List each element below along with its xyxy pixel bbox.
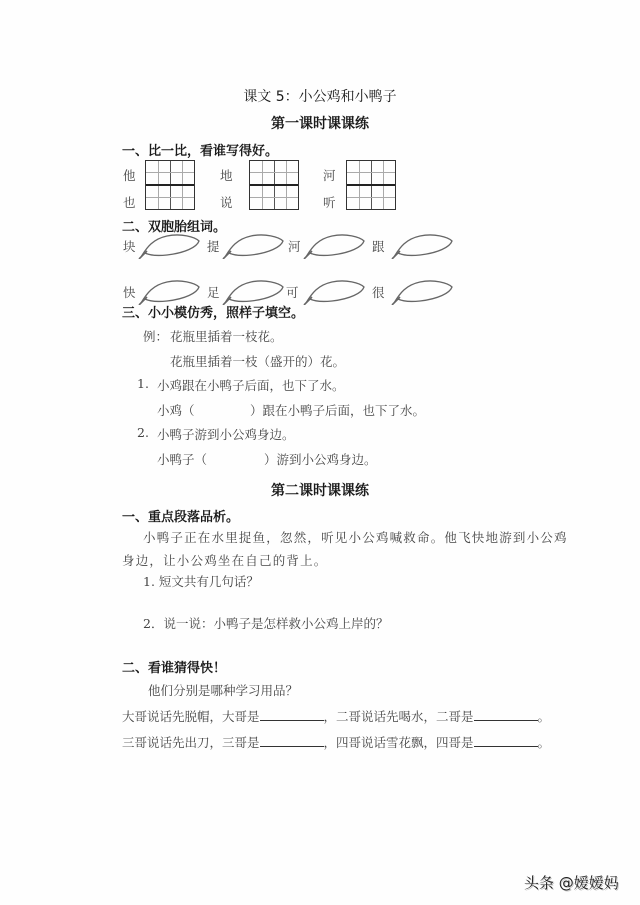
riddle-3-text: 三哥说话先出刀，三哥是	[122, 735, 260, 750]
fill-prefix: 小鸡（	[157, 403, 195, 418]
riddle-1-text: 大哥说话先脱帽，大哥是	[122, 709, 260, 724]
writing-grid[interactable]	[346, 160, 396, 210]
lesson1-q3-label: 三、小小模仿秀，照样子填空。	[122, 306, 305, 321]
lesson2-heading: 第二课时课课练	[271, 483, 369, 499]
riddle-line-2	[122, 733, 550, 751]
twin-char: 可	[286, 285, 299, 300]
answer-blank-2[interactable]	[474, 708, 538, 721]
example-label: 例：	[143, 329, 169, 344]
period: 。	[537, 735, 551, 750]
twin-char: 快	[123, 285, 136, 300]
char-top: 河	[323, 168, 336, 183]
leaf-answer-box[interactable]	[302, 279, 366, 305]
fill-suffix: ）跟在小鸭子后面，也下了水。	[250, 403, 426, 418]
riddle-4-text: ，四哥说话雪花飘，四哥是	[323, 735, 474, 750]
fill-prefix: 小鸭子（	[157, 452, 208, 467]
char-bottom: 说	[220, 195, 233, 210]
leaf-answer-box[interactable]	[137, 233, 201, 259]
answer-blank-4[interactable]	[474, 734, 538, 747]
passage-line-1: 小鸭子正在水里捉鱼，忽然，听见小公鸡喊救命。他飞快地游到小公鸡	[143, 530, 568, 545]
twin-char: 跟	[372, 239, 385, 254]
item-number: 2.	[137, 425, 149, 440]
lesson1-heading: 第一课时课课练	[271, 116, 369, 132]
riddle-prompt: 他们分别是哪种学习用品？	[148, 683, 299, 698]
period: 。	[537, 709, 551, 724]
twin-char: 河	[288, 239, 301, 254]
twin-char: 足	[207, 285, 220, 300]
char-bottom: 也	[123, 195, 136, 210]
lesson2-q1-label: 一、重点段落品析。	[122, 510, 240, 525]
sub-question-2: 2．说一说：小鸭子是怎样救小公鸡上岸的？	[143, 616, 389, 631]
leaf-answer-box[interactable]	[221, 233, 285, 259]
answer-blank-1[interactable]	[260, 708, 324, 721]
leaf-answer-box[interactable]	[302, 233, 366, 259]
lesson1-q1-label: 一、比一比，看谁写得好。	[122, 144, 279, 159]
answer-blank-3[interactable]	[260, 734, 324, 747]
char-top: 地	[220, 168, 233, 183]
fill-suffix: ）游到小公鸡身边。	[264, 452, 377, 467]
item-number: 1.	[137, 376, 149, 391]
passage-line-2: 身边，让小公鸡坐在自己的背上。	[122, 553, 328, 568]
char-bottom: 听	[323, 195, 336, 210]
twin-char: 提	[207, 239, 220, 254]
document-title: 课文 5：小公鸡和小鸭子	[243, 89, 397, 105]
example-expanded: 花瓶里插着一枝（盛开的）花。	[170, 354, 346, 369]
riddle-2-text: ，二哥说话先喝水，二哥是	[323, 709, 474, 724]
riddle-line-1	[122, 707, 550, 725]
lesson2-q2-label: 二、看谁猜得快！	[122, 661, 227, 676]
writing-grid[interactable]	[249, 160, 299, 210]
writing-grid[interactable]	[145, 160, 195, 210]
lesson1-q2-label: 二、双胞胎组词。	[122, 220, 227, 235]
item-sentence: 小鸡跟在小鸭子后面，也下了水。	[157, 378, 345, 393]
example-sentence: 花瓶里插着一枝花。	[170, 329, 283, 344]
twin-char: 块	[123, 239, 136, 254]
leaf-answer-box[interactable]	[390, 279, 454, 305]
twin-char: 很	[372, 285, 385, 300]
leaf-answer-box[interactable]	[390, 233, 454, 259]
sub-question-1: 1. 短文共有几句话？	[143, 574, 259, 589]
item-sentence: 小鸭子游到小公鸡身边。	[157, 427, 295, 442]
watermark: 头条 @嫒嫒妈	[524, 874, 619, 892]
char-top: 他	[123, 168, 136, 183]
